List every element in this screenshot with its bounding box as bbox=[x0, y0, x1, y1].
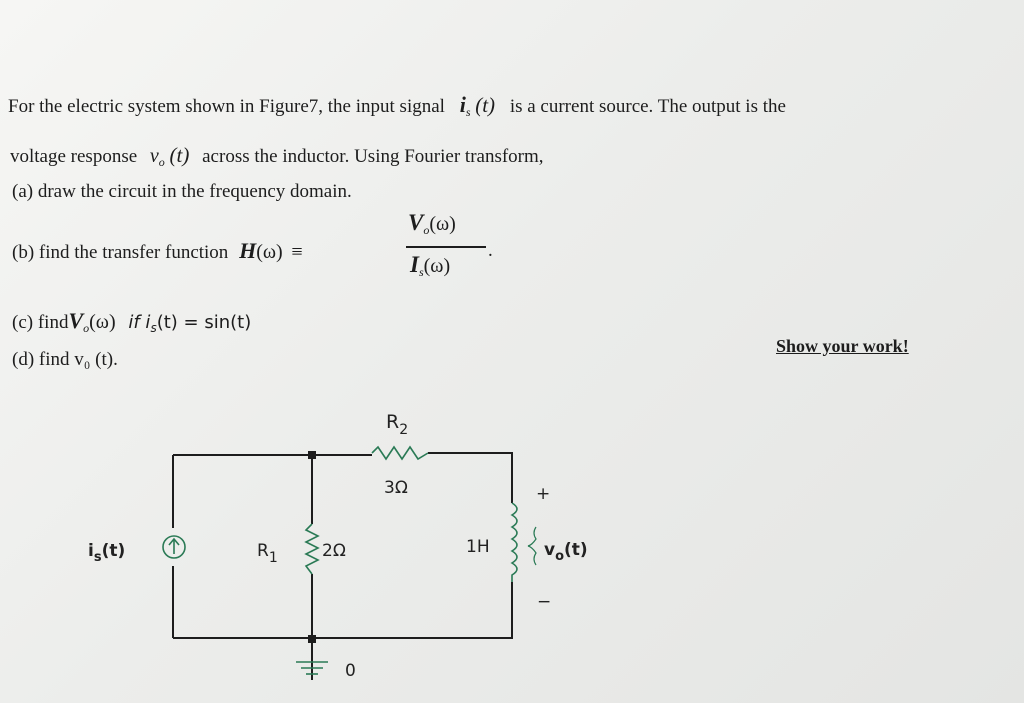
is-argument: (t) bbox=[475, 93, 496, 117]
show-your-work: Show your work! bbox=[776, 336, 909, 356]
part-c-equation: (t) = sin(t) bbox=[156, 312, 252, 333]
r2-value: 3Ω bbox=[384, 478, 408, 498]
r1-value: 2Ω bbox=[322, 541, 346, 561]
part-c-text: (c) find bbox=[12, 312, 69, 333]
r2-resistor bbox=[372, 447, 428, 459]
numerator-argument: (ω) bbox=[429, 213, 456, 235]
line1-text-b: is a current source. The output is the bbox=[509, 96, 786, 117]
numerator-symbol: V bbox=[408, 210, 424, 235]
period: . bbox=[488, 240, 493, 261]
is-subscript: s bbox=[465, 105, 471, 119]
part-a: (a) draw the circuit in the frequency domain. bbox=[12, 181, 352, 202]
inductor-coil bbox=[512, 503, 517, 582]
line2-text-a: voltage response bbox=[10, 146, 138, 167]
Vo-subscript: o bbox=[83, 321, 90, 335]
vo-argument: (t) bbox=[169, 143, 190, 167]
wire-top-right bbox=[428, 453, 512, 503]
denominator-subscript: s bbox=[418, 265, 424, 279]
ground-label: 0 bbox=[345, 661, 356, 681]
line1-text-a: For the electric system shown in Figure7, the input signal bbox=[8, 96, 445, 117]
part-c-if: if i bbox=[128, 312, 151, 333]
part-c-subscript: s bbox=[150, 321, 157, 335]
H-argument: (ω) bbox=[256, 241, 283, 263]
Vo-symbol: V bbox=[68, 308, 84, 333]
node-top bbox=[308, 451, 316, 459]
line2-text-b: across the inductor. Using Fourier transform, bbox=[202, 146, 544, 167]
plus-sign: + bbox=[536, 484, 551, 504]
vo-subscript: o bbox=[158, 155, 165, 169]
node-bottom bbox=[308, 635, 316, 643]
source-label: $i_s(t)$ bbox=[88, 541, 126, 565]
equiv-symbol: ≡ bbox=[291, 241, 303, 263]
denominator-argument: (ω) bbox=[423, 255, 451, 277]
current-source-arrow-icon bbox=[169, 539, 179, 554]
r1-label: $R_1$ bbox=[257, 541, 278, 566]
part-b-text: (b) find the transfer function bbox=[12, 242, 229, 263]
denominator-symbol: I bbox=[410, 252, 419, 277]
wire-right-bottom bbox=[173, 582, 512, 638]
r2-label: $R_2$ bbox=[386, 411, 409, 438]
vo-symbol: v bbox=[149, 145, 159, 167]
is-symbol: i bbox=[459, 92, 466, 117]
part-d: (d) find v₀ (t). bbox=[12, 349, 118, 370]
H-symbol: H bbox=[239, 238, 257, 263]
output-brace bbox=[528, 527, 536, 565]
Vo-argument: (ω) bbox=[89, 311, 116, 333]
numerator-subscript: o bbox=[423, 223, 430, 237]
inductor-label: 1H bbox=[466, 537, 490, 557]
output-label: $v_o(t)$ bbox=[544, 540, 588, 564]
minus-sign: − bbox=[537, 592, 552, 612]
r1-resistor bbox=[306, 524, 318, 574]
